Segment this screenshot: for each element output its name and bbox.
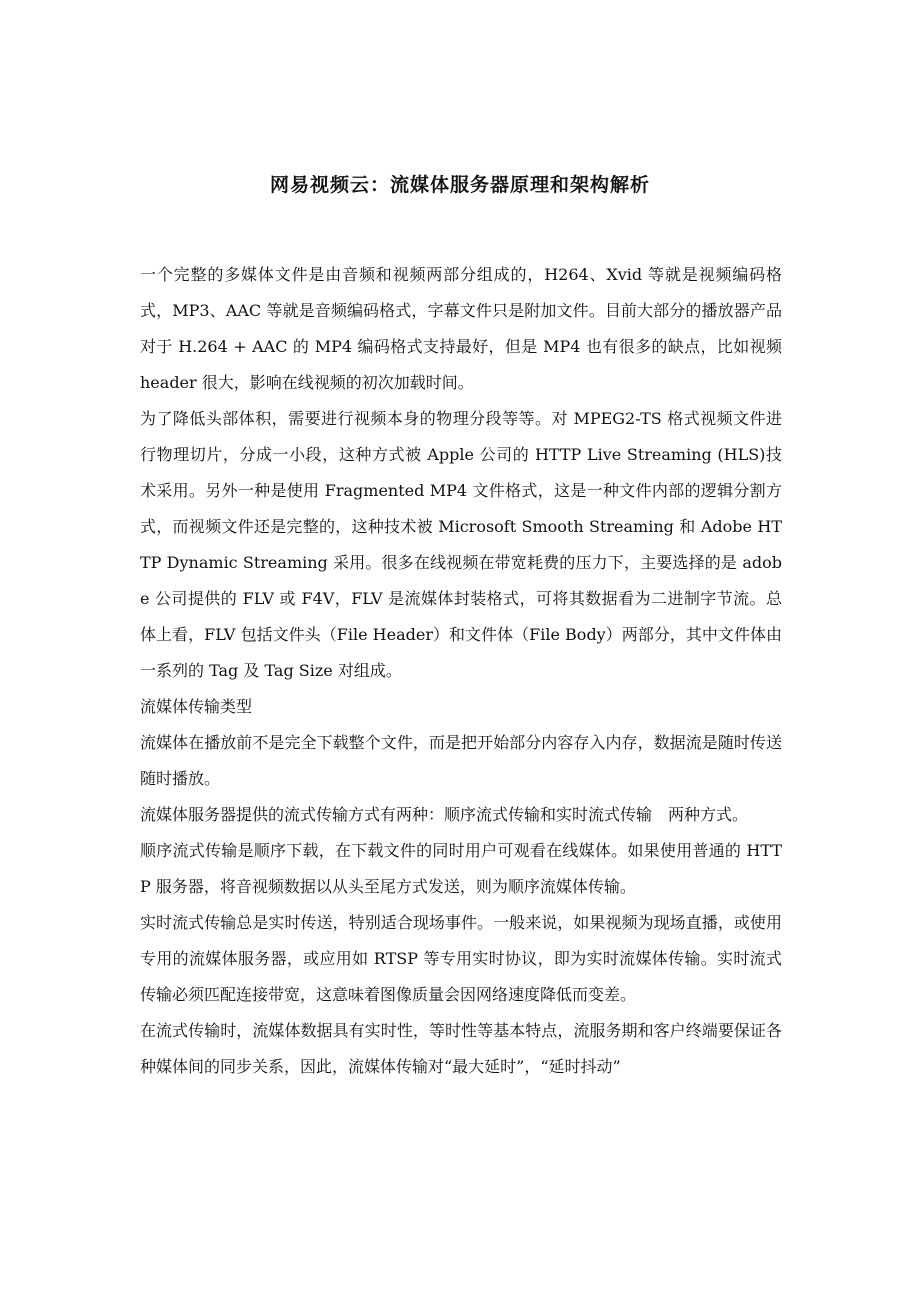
document-body [140, 257, 782, 1085]
paragraph-sync-requirements: 在流式传输时，流媒体数据具有实时性，等时性等基本特点，流服务期和客户终端要保证各种媒体间的同步关系，因此，流媒体传输对“最大延时”，“延时抖动” [140, 1021, 782, 1076]
paragraph-realtime-streaming: 实时流式传输总是实时传送，特别适合现场事件。一般来说，如果视频为现场直播，或使用专用的流媒体服务器，或应用如 RTSP 等专用实时协议，即为实时流媒体传输。实时流式传输必须匹配连接带宽，这意味着图像质量会因网络速度降低而变差。 [140, 913, 782, 1004]
paragraph-two-methods: 流媒体服务器提供的流式传输方式有两种：顺序流式传输和实时流式传输 两种方式。 [140, 805, 749, 824]
section-heading-transport-types: 流媒体传输类型 [140, 697, 253, 716]
document-title: 网易视频云：流媒体服务器原理和架构解析 [269, 174, 650, 196]
paragraph-segmentation: 为了降低头部体积，需要进行视频本身的物理分段等等。对 MPEG2-TS 格式视频文件进行物理切片，分成一小段，这种方式被 Apple 公司的 HTTP Live Streaming (HLS)技术采用。另外一种是使用 Fragmented MP4 文件格式，这是一种文件内部的逻辑分割方式，而视频文件还是完整的，这种技术被 Microsoft Smooth Streaming 和 Adobe HTTP Dynamic Streaming 采用。很多在线视频在带宽耗费的压力下，主要选择的是 adobe 公司提供的 FLV 或 F4V，FLV 是流媒体封装格式，可将其数据看为二进制字节流。总体上看，FLV 包括文件头（File Header）和文件体（File Body）两部分，其中文件体由一系列的 Tag 及 Tag Size 对组成。 [140, 409, 782, 680]
paragraph-media-formats: 一个完整的多媒体文件是由音频和视频两部分组成的，H264、Xvid 等就是视频编码格式，MP3、AAC 等就是音频编码格式，字幕文件只是附加文件。目前大部分的播放器产品对于 H.264 + AAC 的 MP4 编码格式支持最好，但是 MP4 也有很多的缺点，比如视频 header 很大，影响在线视频的初次加载时间。 [140, 265, 782, 392]
paragraph-streaming-playback: 流媒体在播放前不是完全下载整个文件，而是把开始部分内容存入内存，数据流是随时传送随时播放。 [140, 733, 782, 788]
paragraph-progressive-streaming: 顺序流式传输是顺序下载，在下载文件的同时用户可观看在线媒体。如果使用普通的 HTTP 服务器，将音视频数据以从头至尾方式发送，则为顺序流媒体传输。 [140, 841, 782, 896]
